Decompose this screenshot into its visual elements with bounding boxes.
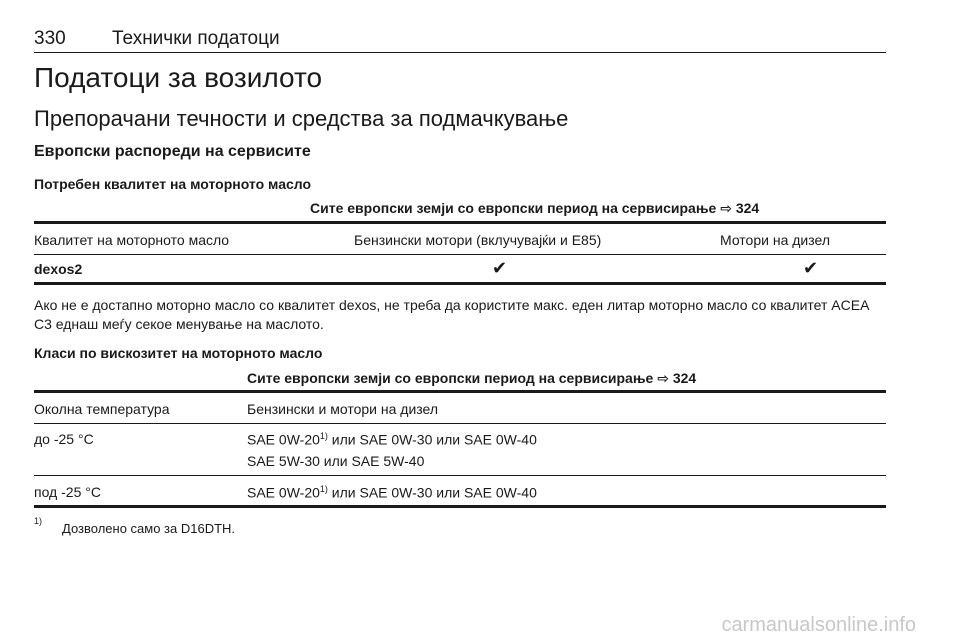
page-title: Податоци за возилото bbox=[34, 62, 323, 93]
col-header-petrol: Бензински мотори (вклучувајќи и E85) bbox=[354, 232, 602, 248]
oil-quality-caption bbox=[310, 200, 759, 217]
viscosity-caption bbox=[247, 370, 696, 387]
oil-quality-note: Ако не е достапно моторно масло со квалитет dexos, не треба да користите макс. еден литар моторно масло со квалитет ACEA C3 еднаш меѓу секое менување на маслото. bbox=[34, 297, 869, 332]
page-ref-arrow-icon: ⇨ bbox=[720, 200, 732, 216]
temp-row-1: до -25 °C bbox=[34, 431, 94, 447]
page-ref-arrow-icon: ⇨ bbox=[657, 370, 669, 386]
diesel-check-icon: ✔ bbox=[803, 258, 819, 278]
footnote-ref: 1) bbox=[319, 431, 328, 441]
footnote-mark: 1) bbox=[34, 516, 43, 526]
viscosity-grade: SAE 0W-20 bbox=[247, 431, 320, 448]
oil-quality-value: dexos2 bbox=[34, 261, 83, 277]
viscosity-row-1-line-1 bbox=[247, 431, 537, 448]
col-header-engines: Бензински и мотори на дизел bbox=[247, 401, 439, 417]
viscosity-caption-text: Сите европски земји со европски период на сервисирање bbox=[247, 370, 654, 386]
viscosity-alternatives: или SAE 0W-30 или SAE 0W-40 bbox=[327, 484, 537, 501]
viscosity-alternatives: или SAE 0W-30 или SAE 0W-40 bbox=[327, 431, 537, 448]
oil-quality-heading: Потребен квалитет на моторното масло bbox=[34, 176, 312, 192]
watermark: carmanualsonline.info bbox=[721, 614, 916, 636]
oil-quality-top-rule bbox=[34, 221, 886, 224]
viscosity-header-rule bbox=[34, 423, 886, 424]
temp-row-2: под -25 °C bbox=[34, 484, 101, 500]
viscosity-grade: SAE 0W-20 bbox=[247, 484, 320, 501]
page-subtitle: Препорачани течности и средства за подмачкување bbox=[34, 106, 569, 131]
col-header-diesel: Мотори на дизел bbox=[720, 232, 830, 248]
footnote-text: Дозволено само за D16DTH. bbox=[62, 521, 236, 536]
viscosity-bottom-rule bbox=[34, 505, 886, 508]
viscosity-row-2-line-1 bbox=[247, 484, 537, 501]
header-divider bbox=[34, 52, 886, 53]
oil-quality-caption-text: Сите европски земји со европски период на сервисирање bbox=[310, 200, 717, 216]
col-header-temperature: Околна температура bbox=[34, 401, 170, 417]
footnote-ref: 1) bbox=[319, 484, 328, 494]
oil-quality-caption-ref: 324 bbox=[735, 200, 760, 216]
oil-quality-header-rule bbox=[34, 254, 886, 255]
viscosity-heading: Класи по вискозитет на моторното масло bbox=[34, 345, 323, 361]
section-heading: Европски распореди на сервисите bbox=[34, 143, 311, 160]
page-number: 330 bbox=[34, 28, 66, 49]
oil-quality-bottom-rule bbox=[34, 282, 886, 285]
col-header-oil-quality: Квалитет на моторното масло bbox=[34, 232, 230, 248]
viscosity-top-rule bbox=[34, 390, 886, 393]
viscosity-row-rule bbox=[34, 475, 886, 476]
viscosity-caption-ref: 324 bbox=[672, 370, 697, 386]
viscosity-row-1-line-2: SAE 5W-30 или SAE 5W-40 bbox=[247, 453, 425, 469]
petrol-check-icon: ✔ bbox=[492, 258, 508, 278]
running-header: Технички податоци bbox=[112, 28, 280, 49]
